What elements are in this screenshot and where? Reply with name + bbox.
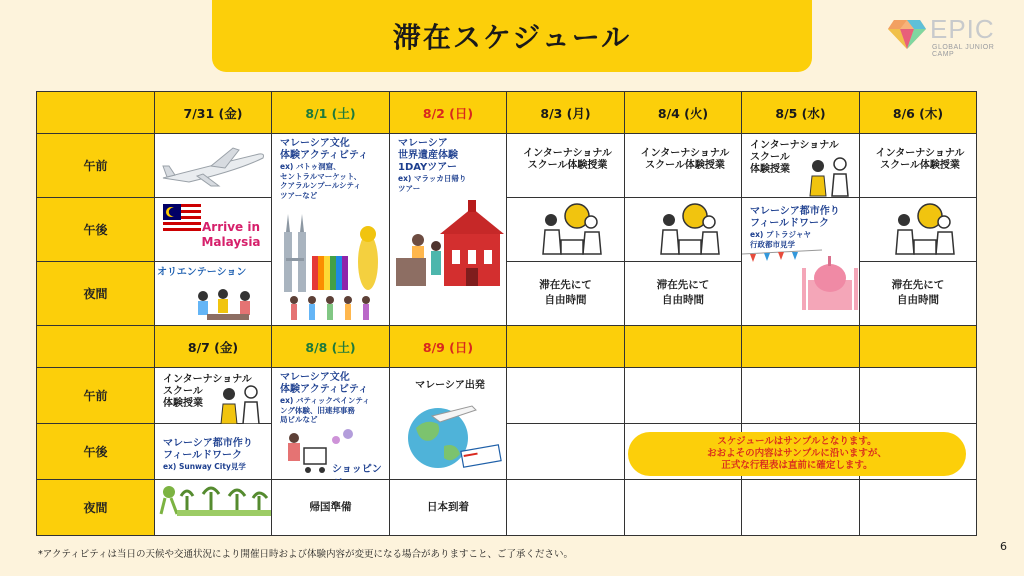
students-icon [806, 156, 856, 196]
cell-0806-am [860, 134, 977, 198]
row-label-night: 夜間 [37, 480, 155, 536]
free-time-text: 滞在先にて 自由時間 [539, 279, 592, 306]
cell-empty [625, 368, 742, 424]
empty-header [860, 326, 977, 368]
page-number: 6 [1000, 540, 1007, 553]
cell-0803-night [507, 262, 625, 326]
class-text: インターナショナル スクール体験授業 [523, 148, 612, 171]
departure-text: マレーシア出発 [415, 380, 485, 391]
date-header: 8/2 (日) [390, 92, 507, 134]
cell-empty [625, 480, 742, 536]
classroom-icon [537, 202, 607, 258]
cell-0802-day [390, 134, 507, 326]
cell-0731-pm [155, 198, 272, 262]
class-text: インターナショナル スクール 体験授業 [750, 140, 839, 175]
prepare-text: 帰国準備 [309, 501, 352, 513]
row-label-afternoon: 午後 [37, 424, 155, 480]
free-time-text: 滞在先にて 自由時間 [891, 279, 945, 306]
cell-empty [507, 424, 625, 480]
footnote: *アクティビティは当日の天候や交通状況により開催日時および体験内容が変更になる場合がありますこと、ご了承ください。 [38, 549, 573, 560]
cell-0809-night [390, 480, 507, 536]
classroom-icon [655, 202, 725, 258]
free-time-text: 滞在先にて 自由時間 [656, 279, 710, 306]
empty-header [742, 326, 860, 368]
activity-desc: ex) マラッカ日帰り ツアー [398, 174, 467, 193]
diamond-icon [888, 18, 926, 50]
row-label-morning: 午前 [37, 368, 155, 424]
row-label-night: 夜間 [37, 262, 155, 326]
kl-illustration [274, 212, 387, 324]
airplane-icon [159, 144, 267, 190]
cell-empty [742, 368, 860, 424]
corner-cell [37, 326, 155, 368]
cell-0806-pm [860, 198, 977, 262]
page-title: 滞在スケジュール [392, 21, 632, 54]
cell-empty [507, 368, 625, 424]
cell-0808-night [272, 480, 390, 536]
cell-0801-day [272, 134, 390, 326]
shopping-text: ショッピン [332, 464, 382, 475]
orientation-text: オリエンテーション [155, 262, 248, 279]
jungle-icon [157, 482, 271, 516]
cell-empty [860, 480, 977, 536]
cell-0803-pm [507, 198, 625, 262]
classroom-icon [890, 202, 960, 258]
cell-0807-night [155, 480, 272, 536]
activity-title: マレーシア文化 体験アクティビティ [280, 138, 369, 161]
students-icon [217, 384, 267, 424]
cell-empty [507, 480, 625, 536]
activity-title: マレーシア 世界遺産体験 1DAYツアー [398, 138, 458, 173]
cell-0809-day [390, 368, 507, 480]
epic-logo [888, 14, 1018, 56]
mosque-icon [742, 248, 858, 314]
activity-desc: ex) バトゥ洞窟、 セントラルマーケット、 クアラルンプールシティ ツアーなど [280, 162, 362, 200]
cell-0804-am [625, 134, 742, 198]
activity-desc: ex) バティックペインティ ング体験、旧連邦事務 局ビルなど [280, 396, 370, 424]
fieldwork-title: マレーシア都市作り フィールドワーク [750, 206, 840, 229]
cell-0805-am [742, 134, 860, 198]
cell-empty [860, 368, 977, 424]
cell-0804-pm [625, 198, 742, 262]
cell-0805-pm [742, 198, 860, 326]
row-label-afternoon: 午後 [37, 198, 155, 262]
date-header: 8/4 (火) [625, 92, 742, 134]
fieldwork-desc: ex) プトラジャヤ 行政都市見学 [750, 230, 811, 249]
meeting-icon [193, 284, 263, 324]
fieldwork-title: マレーシア都市作り フィールドワーク [163, 438, 253, 461]
empty-header [507, 326, 625, 368]
class-text: インターナショナル スクール体験授業 [875, 148, 965, 171]
logo-brand: EPIC [930, 14, 995, 44]
row-label-morning: 午前 [37, 134, 155, 198]
date-header: 8/9 (日) [390, 326, 507, 368]
cell-0731-am [155, 134, 272, 198]
cell-0731-night [155, 262, 272, 326]
cell-0804-night [625, 262, 742, 326]
cell-0803-am [507, 134, 625, 198]
date-header: 7/31 (金) [155, 92, 272, 134]
date-header: 8/3 (月) [507, 92, 625, 134]
cell-empty [742, 480, 860, 536]
cell-0807-am [155, 368, 272, 424]
class-text: インターナショナル スクール体験授業 [640, 148, 730, 171]
class-text: インターナショナル スクール 体験授業 [163, 374, 252, 409]
corner-cell [37, 92, 155, 134]
malacca-illustration [392, 200, 506, 324]
cell-0808-day [272, 368, 390, 480]
activity-title: マレーシア文化 体験アクティビティ [280, 372, 369, 395]
title-banner [212, 0, 812, 72]
empty-header [625, 326, 742, 368]
sample-notice: スケジュールはサンプルとなります。 おおよその内容はサンプルに沿いますが、 正式な行程表は直前に確定します。 [628, 432, 966, 476]
logo-subtitle: GLOBAL JUNIOR CAMP [932, 44, 995, 58]
date-header: 8/1 (土) [272, 92, 390, 134]
date-header: 8/6 (木) [860, 92, 977, 134]
cell-0806-night [860, 262, 977, 326]
arrive-text: Arrive in Malaysia [201, 220, 261, 249]
date-header: 8/8 (土) [272, 326, 390, 368]
cell-0807-pm [155, 424, 272, 480]
date-header: 8/7 (金) [155, 326, 272, 368]
fieldwork-desc: ex) Sunway City見学 [163, 462, 246, 471]
arrival-text: 日本到着 [427, 501, 469, 513]
globe-plane-icon [402, 398, 502, 474]
date-header: 8/5 (水) [742, 92, 860, 134]
